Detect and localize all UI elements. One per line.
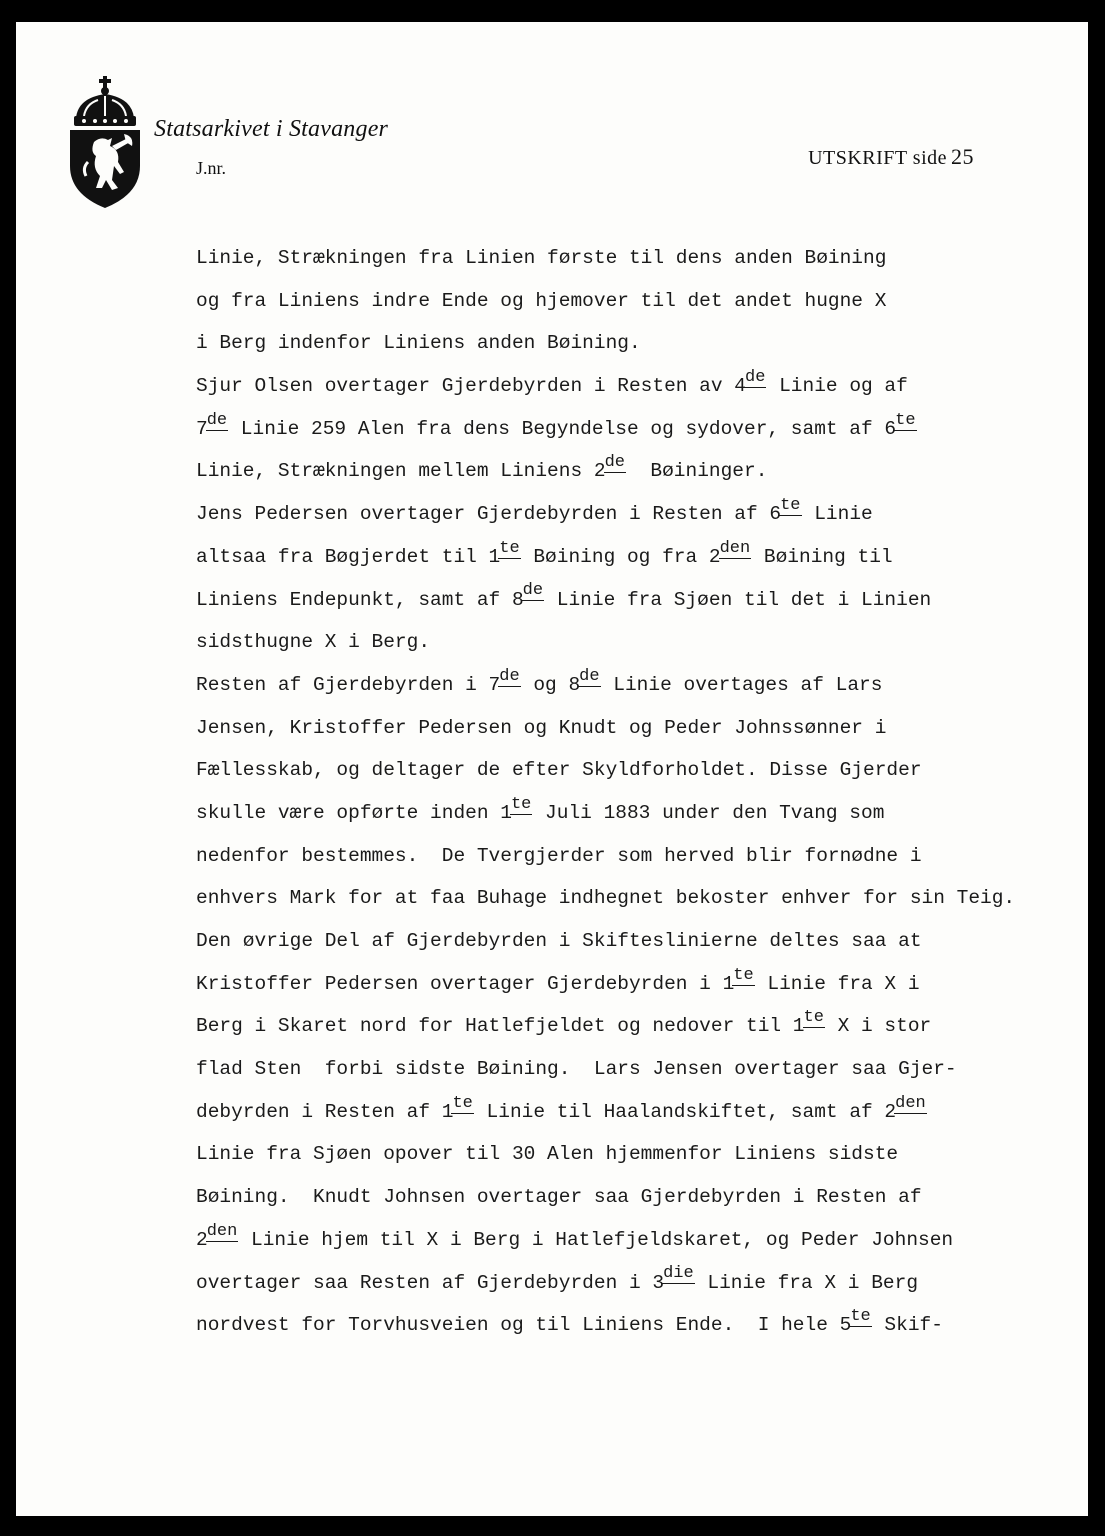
text-line [196,1304,1056,1347]
text-line [196,920,1056,963]
text-line [196,1219,1056,1262]
text-line [196,365,1056,408]
line-text: Linie overtages af Lars [601,673,883,696]
ordinal-suffix: te [803,1008,824,1028]
line-text: i Berg indenfor Liniens anden Bøining. [196,332,641,355]
text-line [196,963,1056,1006]
ordinal-suffix: te [780,495,801,515]
text-line [196,579,1056,622]
line-text: Linie hjem til X i Berg i Hatlefjeldskaret, og Peder Johnsen [239,1228,954,1251]
line-text: Linie 259 Alen fra dens Begyndelse og sydover, samt af 6 [229,417,897,440]
text-line [196,536,1056,579]
line-text: nordvest for Torvhusveien og til Liniens Ende. I hele 5 [196,1314,852,1337]
line-text: Berg i Skaret nord for Hatlefjeldet og nedover til 1 [196,1015,805,1038]
ordinal-suffix: de [206,410,228,430]
line-text: flad Sten forbi sidste Bøining. Lars Jensen overtager saa Gjer- [196,1058,957,1081]
utskrift-label: UTSKRIFT side [808,147,947,169]
line-text: Kristoffer Pedersen overtager Gjerdebyrden i 1 [196,972,735,995]
line-text: sidsthugne X i Berg. [196,631,431,654]
ordinal-suffix: de [579,666,600,686]
line-text: X i stor [825,1015,932,1038]
ordinal-suffix: de [499,666,520,686]
document-page [16,22,1088,1516]
text-line [196,792,1056,835]
ordinal-suffix: te [850,1307,871,1326]
line-text: nedenfor bestemmes. De Tvergjerder som herved blir fornødne i [196,844,922,867]
line-text: Juli 1883 under den Tvang som [533,801,885,824]
line-text: enhvers Mark for at faa Buhage indhegnet bekoster enhver for sin Teig. [196,887,1016,910]
line-text: og fra Liniens indre Ende og hjemover til det andet hugne X [196,289,887,312]
line-text: overtager saa Resten af Gjerdebyrden i 3 [196,1271,665,1294]
line-text: Fællesskab, og deltager de efter Skyldforholdet. Disse Gjerder [196,759,922,782]
text-line [196,1262,1056,1305]
ordinal-suffix: te [510,794,532,814]
line-text: skulle være opførte inden 1 [196,801,512,824]
line-text: altsaa fra Bøgjerdet til 1 [196,545,501,568]
line-text: Bøining og fra 2 [521,545,721,568]
ordinal-suffix: die [663,1264,694,1284]
ordinal-suffix: de [522,581,544,601]
text-line [196,707,1056,750]
line-text: Jens Pedersen overtager Gjerdebyrden i Resten af 6 [196,503,782,526]
journal-number-label: J.nr. [196,158,227,178]
line-text: Bøining til [752,545,893,568]
line-text: Linie og af [767,375,908,398]
text-line [196,664,1056,707]
text-line [196,1005,1056,1048]
text-line [196,1091,1056,1134]
text-line [196,1048,1056,1091]
text-line [196,749,1056,792]
document-body [196,237,1056,1347]
line-text: 2 [196,1228,208,1251]
ordinal-suffix: den [719,538,751,558]
ordinal-suffix: te [452,1093,473,1113]
line-text: Skif- [872,1314,943,1337]
ordinal-suffix: te [499,538,520,558]
text-line [196,493,1056,536]
line-text: Bøining. Knudt Johnsen overtager saa Gjerdebyrden i Resten af [196,1186,922,1209]
line-text: Linie til Haalandskiftet, samt af 2 [474,1100,897,1123]
line-text: Linie fra X i [755,972,920,995]
line-text: Bøininger. [626,460,768,483]
line-text: Linie, Strækningen mellem Liniens 2 [196,460,606,483]
line-text: Linie fra X i Berg [695,1271,919,1294]
ordinal-suffix: den [895,1093,926,1113]
text-line [196,237,1056,280]
line-text: debyrden i Resten af 1 [196,1100,454,1123]
text-line [196,408,1056,451]
ordinal-suffix: te [733,965,754,985]
text-line [196,835,1056,878]
ordinal-suffix: de [604,453,625,473]
text-line [196,322,1056,365]
line-text: og 8 [521,673,581,696]
line-text: Den øvrige Del af Gjerdebyrden i Skifteslinierne deltes saa at [196,930,922,952]
line-text: Jensen, Kristoffer Pedersen og Knudt og Peder Johnssønner i [196,716,887,739]
ordinal-suffix: te [895,410,916,430]
archive-name: Statsarkivet i Stavanger [154,116,389,142]
text-line [196,280,1056,323]
line-text: Linie [802,503,873,526]
line-text: 7 [196,417,208,440]
line-text: Liniens Endepunkt, samt af 8 [196,588,524,611]
line-text: Linie, Strækningen fra Linien første til dens anden Bøining [196,247,887,269]
line-text: Linie fra Sjøen til det i Linien [545,588,932,611]
text-line [196,450,1056,493]
page-number: 25 [951,144,974,169]
page-header [808,144,974,170]
text-line [196,877,1056,920]
text-line [196,1133,1056,1176]
text-line [196,1176,1056,1219]
ordinal-suffix: den [206,1221,238,1241]
line-text: Sjur Olsen overtager Gjerdebyrden i Resten av 4 [196,375,746,398]
text-line [196,621,1056,664]
line-text: Linie fra Sjøen opover til 30 Alen hjemmenfor Liniens sidste [196,1143,899,1166]
ordinal-suffix: de [745,367,766,387]
line-text: Resten af Gjerdebyrden i 7 [196,673,501,696]
coat-of-arms-icon [68,76,144,208]
